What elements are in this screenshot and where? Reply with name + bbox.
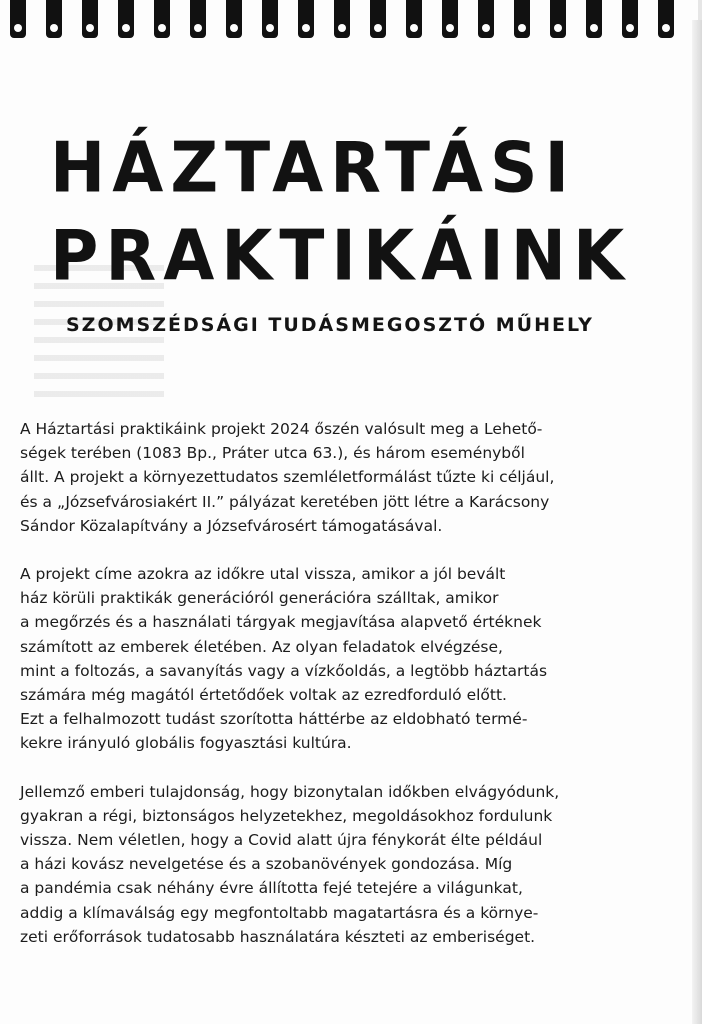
text-line: A projekt címe azokra az időkre utal vissza, amikor a jól bevált <box>20 565 506 584</box>
paragraph-intro <box>20 417 670 538</box>
body-text <box>20 417 670 973</box>
binding-ring <box>298 0 314 38</box>
binding-ring <box>262 0 278 38</box>
text-line: Jellemző emberi tulajdonság, hogy bizonytalan időkben elvágyódunk, <box>20 782 560 801</box>
text-line: zeti erőforrások tudatosabb használatára készteti az emberiséget. <box>20 927 536 946</box>
text-line: számított az emberek életében. Az olyan feladatok elvégzése, <box>20 637 503 656</box>
text-line: állt. A projekt a környezettudatos szemléletformálást tűzte ki céljául, <box>20 468 555 487</box>
text-line: számára még magától értetődőek voltak az ezredforduló előtt. <box>20 686 507 705</box>
text-line: a pandémia csak néhány évre állította fejé tetejére a világunkat, <box>20 879 523 898</box>
paragraph-context <box>20 780 670 949</box>
text-line: mint a foltozás, a savanyítás vagy a vízkőoldás, a legtöbb háztartás <box>20 661 548 680</box>
title-line: HÁZTARTÁSI <box>50 127 577 209</box>
binding-ring <box>478 0 494 38</box>
binding-ring <box>622 0 638 38</box>
text-line: vissza. Nem véletlen, hogy a Covid alatt újra fénykorát élte például <box>20 831 543 850</box>
binding-ring <box>190 0 206 38</box>
paragraph-title-meaning <box>20 562 670 756</box>
binding-ring <box>586 0 602 38</box>
binding-ring <box>154 0 170 38</box>
text-line: Ezt a felhalmozott tudást szorította háttérbe az eldobható termé- <box>20 710 528 729</box>
text-line: ház körüli praktikák generációról generációra szálltak, amikor <box>20 589 499 608</box>
binding-ring <box>226 0 242 38</box>
title-line: PRAKTIKÁINK <box>50 215 632 297</box>
text-line: A Háztartási praktikáink projekt 2024 őszén valósult meg a Lehető- <box>20 420 543 438</box>
binding-ring <box>514 0 530 38</box>
binding-ring <box>370 0 386 38</box>
text-line: ségek terében (1083 Bp., Práter utca 63.), és három eseményből <box>20 444 525 463</box>
text-line: gyakran a régi, biztonságos helyzetekhez, megoldásokhoz fordulunk <box>20 806 553 825</box>
binding-ring <box>10 0 26 38</box>
binding-ring <box>334 0 350 38</box>
page-edge <box>692 20 702 1024</box>
text-line: és a „Józsefvárosiakért II.” pályázat keretében jött létre a Karácsony <box>20 492 550 511</box>
text-line: a házi kovász nevelgetése és a szobanövények gondozása. Míg <box>20 855 513 874</box>
binding-ring <box>82 0 98 38</box>
binding-ring <box>658 0 674 38</box>
binding-ring <box>118 0 134 38</box>
page-subtitle: SZOMSZÉDSÁGI TUDÁSMEGOSZTÓ MŰHELY <box>66 314 594 336</box>
text-line: a megőrzés és a használati tárgyak megjavítása alapvető értéknek <box>20 613 542 632</box>
text-line: Sándor Közalapítvány a Józsefvárosért támogatásával. <box>20 516 443 535</box>
binding-ring <box>550 0 566 38</box>
page-title <box>50 122 650 298</box>
binding-ring <box>406 0 422 38</box>
binding-ring <box>442 0 458 38</box>
binding-ring <box>46 0 62 38</box>
text-line: addig a klímaválság egy megfontoltabb magatartásra és a környe- <box>20 903 539 922</box>
text-line: kekre irányuló globális fogyasztási kultúra. <box>20 734 352 753</box>
spiral-binding <box>0 0 702 42</box>
